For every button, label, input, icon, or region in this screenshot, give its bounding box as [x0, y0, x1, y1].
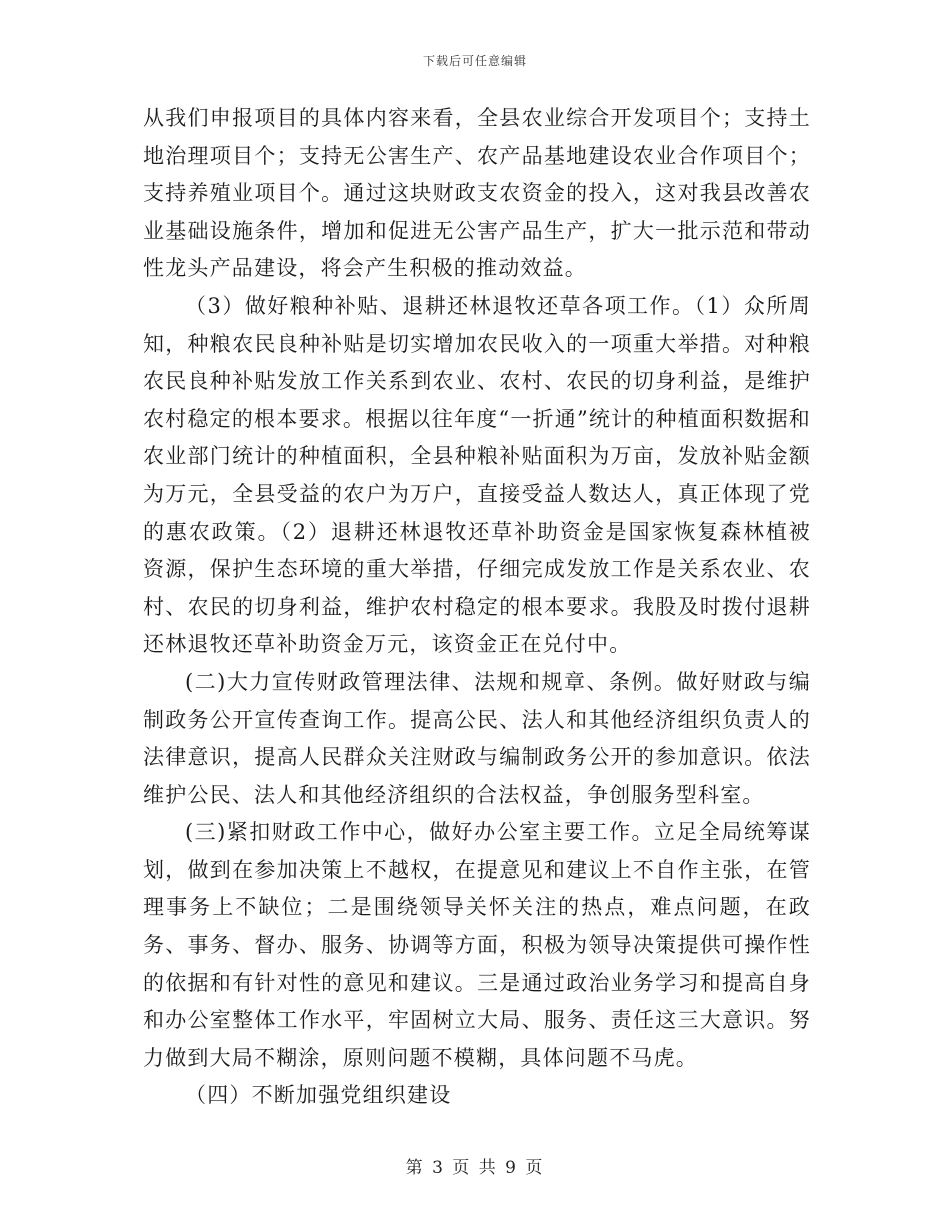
paragraph-office-work: (三)紧扣财政工作中心，做好办公室主要工作。立足全局统筹谋划，做到在参加决策上不越权，在提意见和建议上不自作主张，在管理事务上不缺位；二是围绕领导关怀关注的热点，难点问题，在政务、事务、督办、服务、协调等方面，积极为领导决策提供可操作性的依据和有针对性的意见和建议。三是通过政治业务学习和提高自身和办公室整体工作水平，牢固树立大局、服务、责任这三大意识。努力做到大局不糊涂，原则问题不模糊，具体问题不马虎。 — [143, 820, 811, 1070]
paragraph-project-content: 从我们申报项目的具体内容来看，全县农业综合开发项目个；支持土地治理项目个；支持无公害生产、农产品基地建设农业合作项目个；支持养殖业项目个。通过这块财政支农资金的投入，这对我县改善农业基础设施条件，增加和促进无公害产品生产，扩大一批示范和带动性龙头产品建设，将会产生积极的推动效益。 — [143, 106, 811, 281]
page-header: 下载后可任意编辑 — [422, 54, 527, 68]
paragraph-subsidy-work: （3）做好粮种补贴、退耕还林退牧还草各项工作。（1）众所周知，种粮农民良种补贴是切实增加农民收入的一项重大举措。对种粮农民良种补贴发放工作关系到农业、农村、农民的切身利益，是维护农村稳定的根本要求。根据以往年度“一折通”统计的种植面积数据和农业部门统计的种植面积，全县种粮补贴面积为万亩，发放补贴金额为万元，全县受益的农户为万户，直接受益人数达人，真正体现了党的惠农政策。（2）退耕还林退牧还草补助资金是国家恢复森林植被资源，保护生态环境的重大举措，仔细完成发放工作是关系农业、农村、农民的切身利益，维护农村稳定的根本要求。我股及时拨付退耕还林退牧还草补助资金万元，该资金正在兑付中。 — [143, 293, 811, 657]
page-number: 第 3 页 共 9 页 — [405, 1158, 545, 1178]
paragraph-publicity: (二)大力宣传财政管理法律、法规和规章、条例。做好财政与编制政务公开宣传查询工作。提高公民、法人和其他经济组织负责人的法律意识，提高人民群众关注财政与编制政务公开的参加意识。依法维护公民、法人和其他经济组织的合法权益，争创服务型科室。 — [143, 669, 811, 807]
paragraph-party-building: （四）不断加强党组织建设 — [185, 1083, 452, 1108]
document-body — [143, 100, 811, 1115]
